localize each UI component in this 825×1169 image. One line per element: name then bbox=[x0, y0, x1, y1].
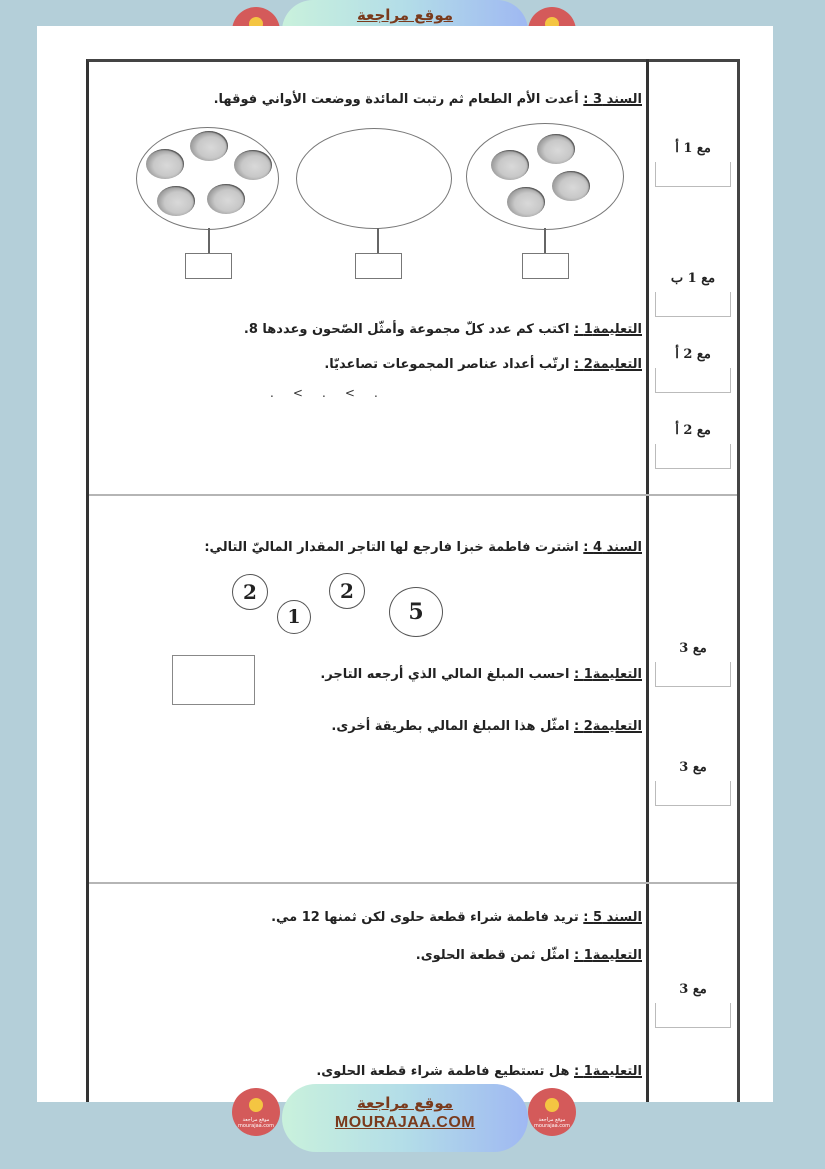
amount-answer-box[interactable] bbox=[172, 655, 255, 705]
plate-icon bbox=[234, 150, 272, 180]
plate-icon bbox=[157, 186, 195, 216]
section3-statement bbox=[214, 92, 642, 107]
instruction2-label: التعليمة2 : bbox=[574, 719, 642, 734]
score-box[interactable] bbox=[655, 781, 731, 806]
section-divider bbox=[89, 882, 737, 884]
site-arabic-label: موقع مراجعة bbox=[356, 6, 454, 24]
site-arabic-label: موقع مراجعة bbox=[356, 1094, 454, 1112]
section3-title: السند 3 : bbox=[583, 92, 642, 107]
section4-instruction1 bbox=[320, 667, 642, 682]
plate-icon bbox=[190, 131, 228, 161]
coin-value: 1 bbox=[287, 606, 301, 628]
logo-caption: موقع مراجعة mourajaa.com bbox=[237, 1117, 274, 1129]
instruction2-text: امثّل هذا المبلغ المالي بطريقة أخرى. bbox=[331, 719, 570, 734]
coin-icon bbox=[277, 600, 311, 634]
site-link[interactable] bbox=[282, 1084, 528, 1152]
logo-icon bbox=[545, 1098, 559, 1112]
instruction1-text: احسب المبلغ المالي الذي أرجعه التاجر. bbox=[320, 667, 570, 682]
instruction2-text: ارتّب أعداد عناصر المجموعات تصاعديّا. bbox=[324, 357, 570, 372]
footer-badge bbox=[232, 1084, 577, 1152]
criterion-2a bbox=[655, 347, 731, 393]
section4-title: السند 4 : bbox=[583, 540, 642, 555]
section4-instruction2 bbox=[331, 719, 642, 734]
coin-icon bbox=[389, 587, 443, 637]
criterion-label: مع 3 bbox=[679, 760, 707, 775]
score-box[interactable] bbox=[655, 368, 731, 393]
answer-box-right[interactable] bbox=[522, 253, 569, 279]
group-middle-set bbox=[296, 128, 452, 229]
score-box[interactable] bbox=[655, 444, 731, 469]
score-box[interactable] bbox=[655, 662, 731, 687]
criterion-3-second bbox=[655, 760, 731, 806]
criterion-label: مع 3 bbox=[679, 982, 707, 997]
coin-value: 5 bbox=[408, 599, 424, 625]
plate-icon bbox=[146, 149, 184, 179]
connector-line bbox=[208, 228, 210, 254]
section5-instruction2 bbox=[316, 1064, 642, 1079]
section5-statement bbox=[271, 910, 642, 925]
coin-icon bbox=[232, 574, 268, 610]
footer-logo-right bbox=[528, 1088, 576, 1136]
plate-icon bbox=[552, 171, 590, 201]
ordering-answer-line[interactable]: . < . < . bbox=[270, 386, 378, 400]
logo-caption: موقع مراجعة mourajaa.com bbox=[533, 1117, 570, 1129]
logo-icon bbox=[249, 1098, 263, 1112]
instruction1-text: امثّل ثمن قطعة الحلوى. bbox=[415, 948, 570, 963]
score-box[interactable] bbox=[655, 162, 731, 187]
footer-logo-left bbox=[232, 1088, 280, 1136]
connector-line bbox=[377, 228, 379, 254]
coin-value: 2 bbox=[340, 579, 354, 603]
instruction1-label: التعليمة1 : bbox=[574, 667, 642, 682]
criterion-label: مع 1 ب bbox=[670, 271, 716, 286]
criterion-label: مع 2 أ bbox=[675, 347, 711, 362]
plate-icon bbox=[207, 184, 245, 214]
section4-statement bbox=[204, 540, 642, 555]
connector-line bbox=[544, 228, 546, 254]
criterion-2a-second bbox=[655, 423, 731, 469]
section5-text: تريد فاطمة شراء قطعة حلوى لكن ثمنها 12 مي. bbox=[271, 910, 579, 925]
criterion-3-first bbox=[655, 641, 731, 687]
coin-icon bbox=[329, 573, 365, 609]
criteria-column-divider bbox=[646, 59, 649, 1102]
section4-text: اشترت فاطمة خبزا فارجع لها التاجر المقدار الماليّ التالي: bbox=[204, 540, 579, 555]
criterion-1b bbox=[655, 271, 731, 317]
score-box[interactable] bbox=[655, 292, 731, 317]
criterion-1a bbox=[655, 141, 731, 187]
section5-title: السند 5 : bbox=[583, 910, 642, 925]
instruction1-text: اكتب كم عدد كلّ مجموعة وأمثّل الصّحون وعددها 8. bbox=[243, 322, 570, 337]
criterion-label: مع 2 أ bbox=[675, 423, 711, 438]
site-label: MOURAJAA.COM bbox=[334, 1114, 476, 1131]
answer-box-middle[interactable] bbox=[355, 253, 402, 279]
section5-instruction1 bbox=[416, 948, 642, 963]
section3-text: أعدت الأم الطعام ثم رتبت المائدة ووضعت الأواني فوقها. bbox=[213, 92, 579, 107]
answer-box-left[interactable] bbox=[185, 253, 232, 279]
criterion-label: مع 3 bbox=[679, 641, 707, 656]
plate-icon bbox=[507, 187, 545, 217]
instruction1-label: التعليمة1 : bbox=[574, 948, 642, 963]
instruction1-label: التعليمة1 : bbox=[574, 322, 642, 337]
coin-value: 2 bbox=[243, 580, 257, 604]
section-divider bbox=[89, 494, 737, 496]
section3-instruction1 bbox=[244, 322, 642, 337]
plate-icon bbox=[537, 134, 575, 164]
instruction2-label: التعليمة1 : bbox=[574, 1064, 642, 1079]
instruction2-text: هل تستطيع فاطمة شراء قطعة الحلوى. bbox=[316, 1064, 570, 1079]
section3-instruction2 bbox=[324, 357, 642, 372]
plate-icon bbox=[491, 150, 529, 180]
score-box[interactable] bbox=[655, 1003, 731, 1028]
criterion-label: مع 1 أ bbox=[675, 141, 711, 156]
criterion-3-third bbox=[655, 982, 731, 1028]
instruction2-label: التعليمة2 : bbox=[574, 357, 642, 372]
